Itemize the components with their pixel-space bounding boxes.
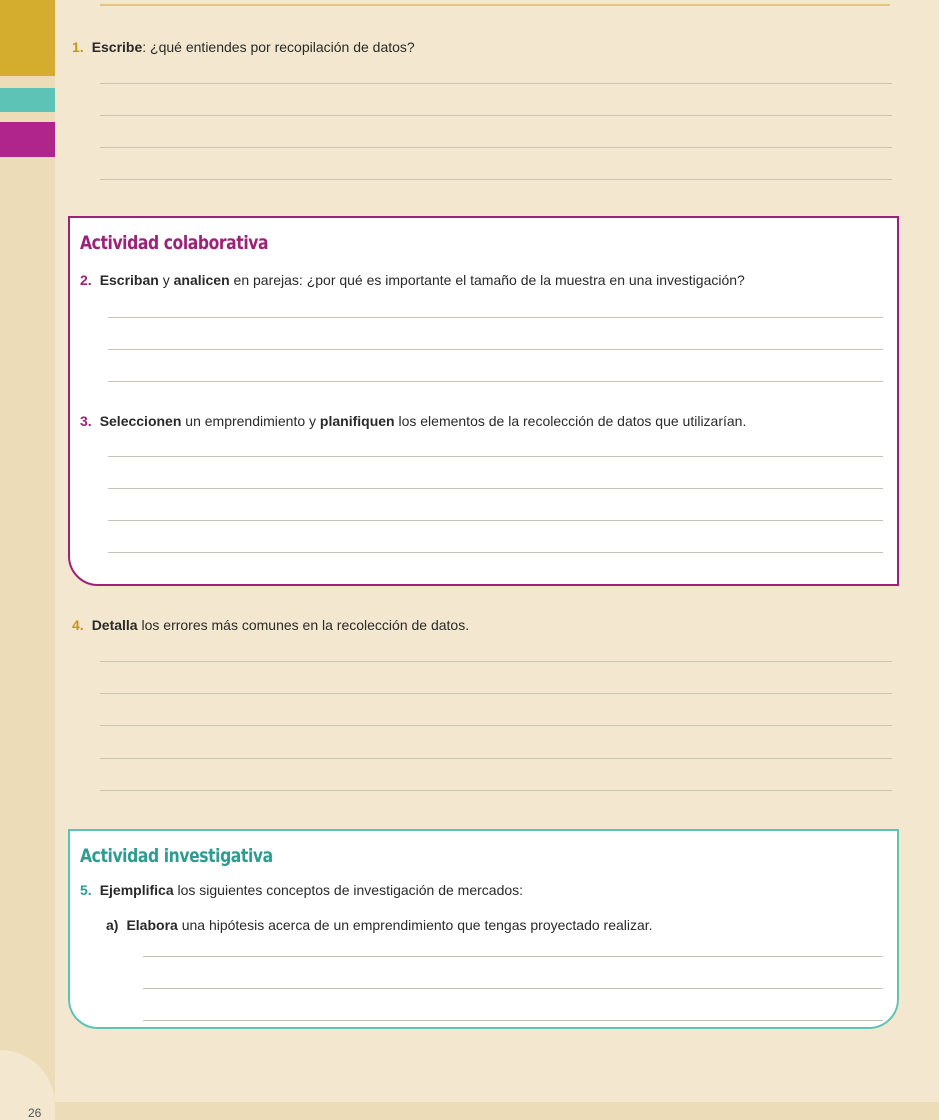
gold-tab	[0, 0, 55, 76]
bottom-band	[0, 1102, 939, 1120]
question-text: y	[158, 272, 174, 288]
answer-line[interactable]	[100, 725, 892, 726]
answer-line[interactable]	[100, 179, 892, 180]
question-text: los errores más comunes en la recolección de datos.	[137, 617, 470, 633]
answer-line[interactable]	[100, 115, 892, 116]
box-title: Actividad investigativa	[80, 845, 273, 867]
question-5	[80, 881, 523, 899]
question-text: una hipótesis acerca de un emprendimiento que tengas proyectado realizar.	[177, 917, 653, 933]
answer-line[interactable]	[100, 147, 892, 148]
question-number: 5.	[80, 882, 92, 898]
box-title: Actividad colaborativa	[80, 232, 269, 254]
question-verb: analicen	[173, 272, 230, 288]
question-5a	[106, 916, 653, 934]
answer-line[interactable]	[143, 988, 883, 989]
answer-line[interactable]	[100, 661, 892, 662]
answer-line[interactable]	[143, 1020, 883, 1021]
question-1	[72, 38, 415, 56]
question-verb: Escriban	[99, 272, 159, 288]
question-verb: planifiquen	[319, 413, 395, 429]
question-number: 3.	[80, 413, 92, 429]
question-4	[72, 616, 469, 634]
question-text: los siguientes conceptos de investigación de mercados:	[173, 882, 524, 898]
question-verb: Elabora	[126, 917, 178, 933]
question-text: : ¿qué entiendes por recopilación de datos?	[142, 39, 415, 55]
answer-line[interactable]	[108, 381, 883, 382]
answer-line[interactable]	[108, 317, 883, 318]
teal-tab	[0, 88, 55, 112]
left-margin-strip	[0, 0, 55, 1120]
answer-line[interactable]	[108, 488, 883, 489]
answer-line[interactable]	[108, 520, 883, 521]
answer-line[interactable]	[143, 956, 883, 957]
question-text: los elementos de la recolección de datos que utilizarían.	[394, 413, 747, 429]
answer-line[interactable]	[108, 349, 883, 350]
question-text: en parejas: ¿por qué es importante el tamaño de la muestra en una investigación?	[229, 272, 745, 288]
answer-line[interactable]	[108, 552, 883, 553]
sub-question-letter: a)	[106, 917, 119, 933]
page-number: 26	[28, 1106, 42, 1120]
answer-line[interactable]	[100, 83, 892, 84]
question-verb: Detalla	[91, 617, 138, 633]
question-verb: Seleccionen	[99, 413, 182, 429]
question-number: 2.	[80, 272, 92, 288]
question-verb: Ejemplifica	[99, 882, 174, 898]
top-rule	[100, 4, 890, 6]
answer-line[interactable]	[100, 790, 892, 791]
answer-line[interactable]	[100, 693, 892, 694]
question-3	[80, 412, 746, 430]
answer-line[interactable]	[108, 456, 883, 457]
question-number: 4.	[72, 617, 84, 633]
answer-line[interactable]	[100, 758, 892, 759]
question-number: 1.	[72, 39, 84, 55]
magenta-tab	[0, 122, 55, 157]
question-verb: Escribe	[91, 39, 143, 55]
question-text: un emprendimiento y	[181, 413, 320, 429]
question-2	[80, 271, 745, 289]
